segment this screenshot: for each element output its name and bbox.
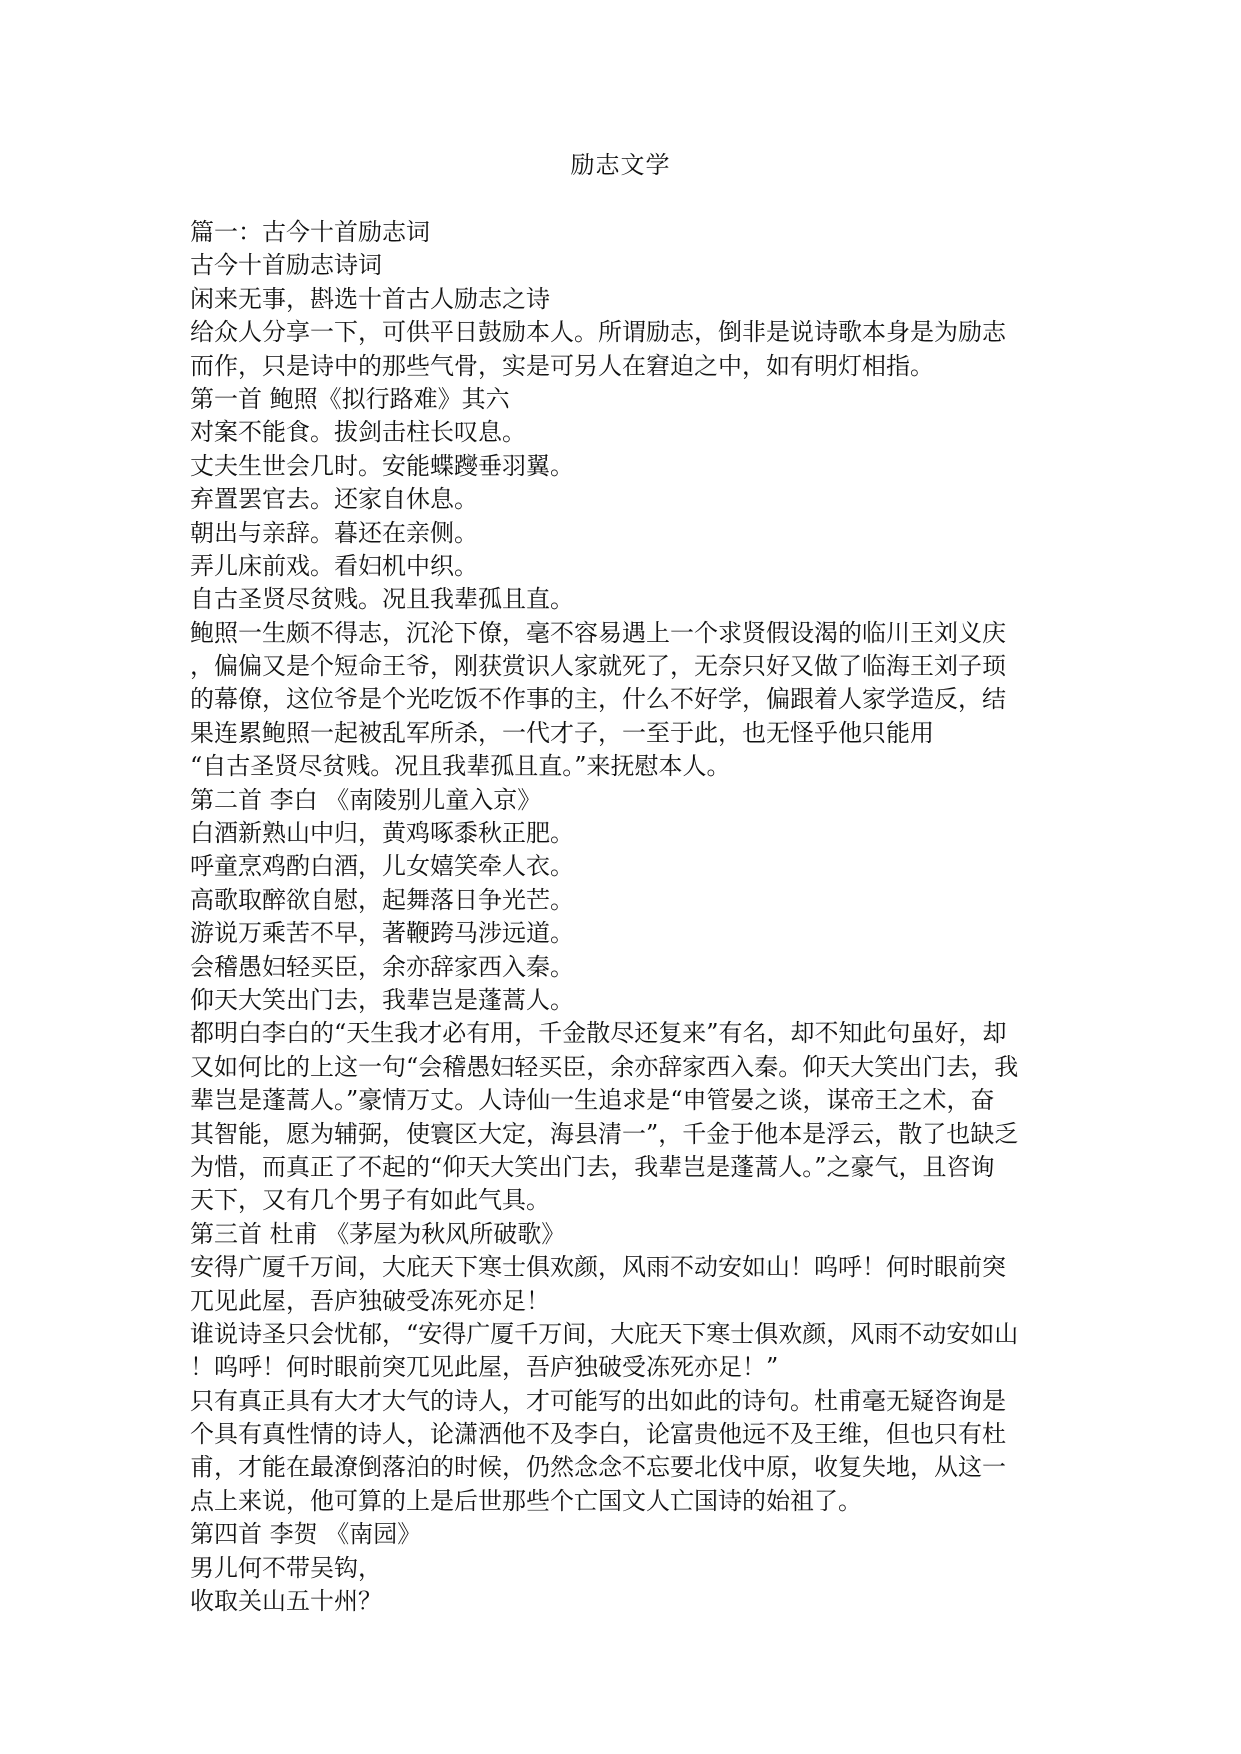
- text-line: 个具有真性情的诗人，论潇洒他不及李白，论富贵他远不及王维，但也只有杜: [190, 1420, 1006, 1449]
- text-line: 第四首 李贺 《南园》: [190, 1520, 422, 1549]
- text-line: 都明白李白的“天生我才必有用，千金散尽还复来”有名，却不知此句虽好，却: [190, 1019, 1007, 1048]
- text-line: 给众人分享一下，可供平日鼓励本人。所谓励志，倒非是说诗歌本身是为励志: [190, 318, 1006, 347]
- text-line: 呼童烹鸡酌白酒，儿女嬉笑牵人衣。: [190, 852, 574, 881]
- text-line: 丈夫生世会几时。安能蝶躞垂羽翼。: [190, 451, 574, 480]
- text-line: 游说万乘苦不早，著鞭跨马涉远道。: [190, 919, 574, 948]
- text-line: 弄儿床前戏。看妇机中织。: [190, 551, 478, 580]
- text-line: 兀见此屋，吾庐独破受冻死亦足！: [190, 1286, 550, 1315]
- text-line: 其智能，愿为辅弼，使寰区大定，海县清一”，千金于他本是浮云，散了也缺乏: [190, 1119, 1019, 1148]
- text-line: 又如何比的上这一句“会稽愚妇轻买臣，余亦辞家西入秦。仰天大笑出门去，我: [190, 1052, 1019, 1081]
- text-line: 的幕僚，这位爷是个光吃饭不作事的主，什么不好学，偏跟着人家学造反，结: [190, 685, 1006, 714]
- text-line: 第一首 鲍照《拟行路难》其六: [190, 384, 510, 413]
- text-line: 会稽愚妇轻买臣，余亦辞家西入秦。: [190, 952, 574, 981]
- text-line: 自古圣贤尽贫贱。况且我辈孤且直。: [190, 585, 574, 614]
- document-title: 励志文学: [570, 151, 671, 179]
- text-line: 点上来说，他可算的上是后世那些个亡国文人亡国诗的始祖了。: [190, 1486, 862, 1515]
- text-line: ！呜呼！何时眼前突兀见此屋，吾庐独破受冻死亦足！”: [190, 1353, 779, 1382]
- text-line: 鲍照一生颇不得志，沉沦下僚，毫不容易遇上一个求贤假设渴的临川王刘义庆: [190, 618, 1006, 647]
- document-body: [190, 216, 1040, 1618]
- text-line: 朝出与亲辞。暮还在亲侧。: [190, 518, 478, 547]
- text-line: 安得广厦千万间，大庇天下寒士俱欢颜，风雨不动安如山！呜呼！何时眼前突: [190, 1253, 1006, 1282]
- text-line: 而作，只是诗中的那些气骨，实是可另人在窘迫之中，如有明灯相指。: [190, 351, 934, 380]
- text-line: 第二首 李白 《南陵别儿童入京》: [190, 785, 542, 814]
- text-line: “自古圣贤尽贫贱。况且我辈孤且直。”来抚慰本人。: [190, 752, 731, 781]
- text-line: 辈岂是蓬蒿人。”豪情万丈。人诗仙一生追求是“申管晏之谈，谋帝王之术，奋: [190, 1086, 995, 1115]
- text-line: ，偏偏又是个短命王爷，刚获赏识人家就死了，无奈只好又做了临海王刘子顼: [190, 652, 1006, 681]
- text-line: 甫，才能在最潦倒落泊的时候，仍然念念不忘要北伐中原，收复失地，从这一: [190, 1453, 1006, 1482]
- text-line: 谁说诗圣只会忧郁，“安得广厦千万间，大庇天下寒士俱欢颜，风雨不动安如山: [190, 1319, 1019, 1348]
- text-line: 白酒新熟山中归，黄鸡啄黍秋正肥。: [190, 819, 574, 848]
- text-line: 仰天大笑出门去，我辈岂是蓬蒿人。: [190, 985, 574, 1014]
- text-line: 男儿何不带吴钩，: [190, 1553, 382, 1582]
- text-line: 收取关山五十州？: [190, 1587, 382, 1616]
- text-line: 第三首 杜甫 《茅屋为秋风所破歌》: [190, 1219, 566, 1248]
- text-line: 闲来无事，斟选十首古人励志之诗: [190, 284, 550, 313]
- text-line: 弃置罢官去。还家自休息。: [190, 485, 478, 514]
- text-line: 对案不能食。拔剑击柱长叹息。: [190, 418, 526, 447]
- text-line: 古今十首励志诗词: [190, 251, 382, 280]
- text-line: 高歌取醉欲自慰，起舞落日争光芒。: [190, 885, 574, 914]
- text-line: 果连累鲍照一起被乱军所杀，一代才子，一至于此，也无怪乎他只能用: [190, 718, 934, 747]
- text-line: 只有真正具有大才大气的诗人，才可能写的出如此的诗句。杜甫毫无疑咨询是: [190, 1386, 1006, 1415]
- text-line: 篇一：古今十首励志词: [190, 218, 430, 246]
- text-line: 天下，又有几个男子有如此气具。: [190, 1186, 550, 1215]
- text-line: 为惜，而真正了不起的“仰天大笑出门去，我辈岂是蓬蒿人。”之豪气，且咨询: [190, 1152, 995, 1181]
